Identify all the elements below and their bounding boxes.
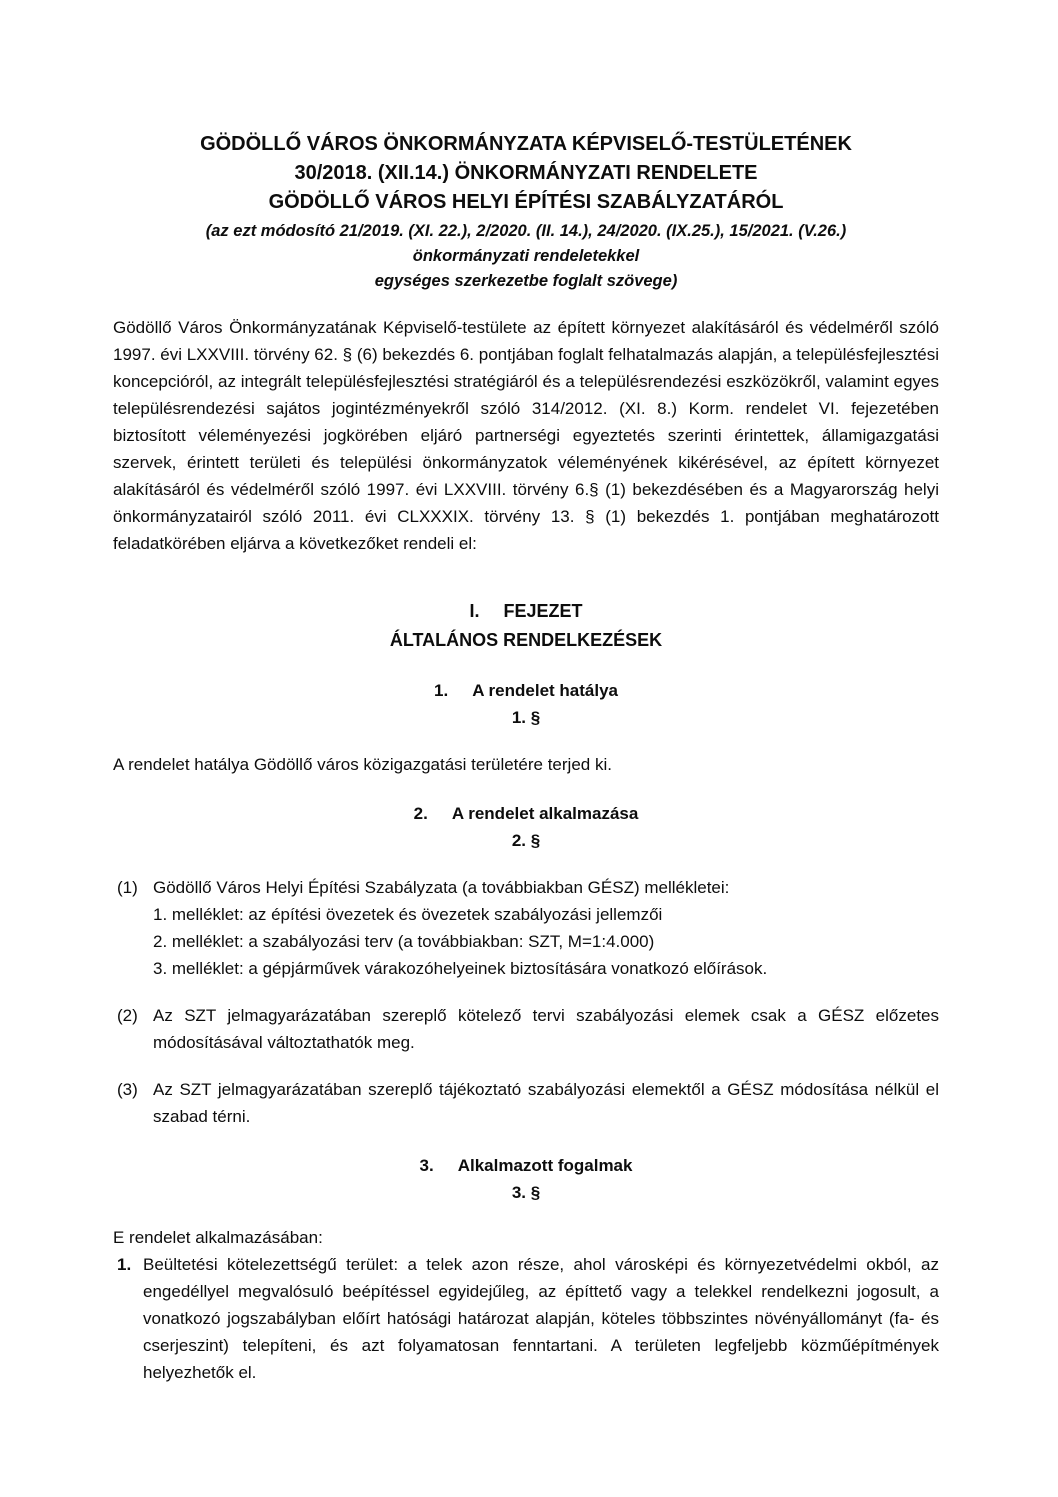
list-item-1-marker: (1) bbox=[117, 878, 138, 897]
definitions-intro: E rendelet alkalmazásában: bbox=[113, 1228, 323, 1247]
list-item-3-text: Az SZT jelmagyarázatában szereplő tájékoztató szabályozási elemektől a GÉSZ módosítása nélkül el szabad térni. bbox=[153, 1080, 939, 1126]
title-line-1: GÖDÖLLŐ VÁROS ÖNKORMÁNYZATA KÉPVISELŐ-TESTÜLETÉNEK bbox=[200, 133, 852, 155]
section-2-number: 2. bbox=[413, 804, 428, 823]
annex-line-1: 1. melléklet: az építési övezetek és övezetek szabályozási jellemzői bbox=[153, 905, 663, 924]
section-2-heading bbox=[113, 800, 939, 827]
section-1-number: 1. bbox=[434, 681, 449, 700]
chapter-title: ÁLTALÁNOS RENDELKEZÉSEK bbox=[389, 630, 663, 650]
document-title bbox=[113, 130, 939, 217]
document-subtitle bbox=[113, 219, 939, 294]
annex-line-3: 3. melléklet: a gépjárművek várakozóhelyeinek biztosítására vonatkozó előírások. bbox=[153, 959, 768, 978]
section-2-paragraph-sign: 2. § bbox=[511, 831, 541, 850]
chapter-heading bbox=[113, 597, 939, 655]
title-line-3: GÖDÖLLŐ VÁROS HELYI ÉPÍTÉSI SZABÁLYZATÁRÓL bbox=[268, 191, 784, 213]
section-3-title: Alkalmazott fogalmak bbox=[457, 1156, 633, 1175]
section-2-item-list bbox=[113, 874, 939, 1130]
chapter-number-line bbox=[113, 597, 939, 626]
document-content bbox=[113, 130, 939, 1386]
list-item-2-text: Az SZT jelmagyarázatában szereplő kötelező tervi szabályozási elemek csak a GÉSZ előzetes módosításával változtathatók meg. bbox=[153, 1006, 939, 1052]
section-3-number: 3. bbox=[419, 1156, 434, 1175]
definition-item-1 bbox=[113, 1251, 939, 1386]
subtitle-line-3: egységes szerkezetbe foglalt szövege) bbox=[374, 272, 678, 290]
section-2-title: A rendelet alkalmazása bbox=[451, 804, 639, 823]
chapter-label: FEJEZET bbox=[503, 601, 583, 621]
section-1-body: A rendelet hatálya Gödöllő város közigazgatási területére terjed ki. bbox=[113, 755, 612, 774]
section-3-heading bbox=[113, 1152, 939, 1179]
chapter-number: I. bbox=[469, 601, 480, 621]
section-1-paragraph-sign: 1. § bbox=[511, 708, 541, 727]
list-item-2 bbox=[113, 1002, 939, 1056]
list-item-2-marker: (2) bbox=[117, 1006, 138, 1025]
annex-line-2: 2. melléklet: a szabályozási terv (a továbbiakban: SZT, M=1:4.000) bbox=[153, 932, 655, 951]
section-1-title: A rendelet hatálya bbox=[472, 681, 618, 700]
subtitle-line-2: önkormányzati rendeletekkel bbox=[412, 247, 640, 265]
list-item-1-text: Gödöllő Város Helyi Építési Szabályzata (a továbbiakban GÉSZ) mellékletei: bbox=[153, 878, 730, 897]
section-3-paragraph-sign: 3. § bbox=[511, 1183, 541, 1202]
list-item-2-body bbox=[153, 1002, 939, 1056]
preamble-paragraph: Gödöllő Város Önkormányzatának Képviselő-testülete az épített környezet alakításáról és védelméről szóló 1997. évi LXXVIII. törvény 62. § (6) bekezdés 6. pontjában foglalt felhatalmazás alapján, a településfejlesztési koncepcióról, az integrált településfejlesztési stratégiáról és a településrendezési eszközökről, valamint egyes településrendezési sajátos jogintézményekről szóló 314/2012. (XI. 8.) Korm. rendelet VI. fejezetében biztosított véleményezési jogkörében eljáró partnerségi egyeztetés szerinti érintettek, államigazgatási szervek, érintett területi és települési önkormányzatok véleményének kikérésével, az épített környezet alakításáról és védelméről szóló 1997. évi LXXVIII. törvény 6.§ (1) bekezdésében és a Magyarország helyi önkormányzatairól szóló 2011. évi CLXXXIX. törvény 13. § (1) bekezdés 1. pontjában meghatározott feladatkörében eljárva a következőket rendeli el: bbox=[113, 318, 939, 553]
subtitle-line-1: (az ezt módosító 21/2019. (XI. 22.), 2/2020. (II. 14.), 24/2020. (IX.25.), 15/2021. (V.26.) bbox=[205, 222, 847, 240]
list-item-3-body bbox=[153, 1076, 939, 1130]
list-item-3 bbox=[113, 1076, 939, 1130]
list-item-1 bbox=[113, 874, 939, 982]
list-item-3-marker: (3) bbox=[117, 1080, 138, 1099]
title-line-2: 30/2018. (XII.14.) ÖNKORMÁNYZATI RENDELETE bbox=[294, 162, 758, 184]
section-1-heading bbox=[113, 677, 939, 704]
definition-item-1-text: Beültetési kötelezettségű terület: a telek azon része, ahol városképi és környezetvédelmi okból, az engedéllyel megvalósuló beépítéssel egyidejűleg, az építtető vagy a telekkel rendelkezni jogosult, a vonatkozó jogszabályban előírt hatósági határozat alapján, köteles többszintes növényállományt (fa- és cserjeszint) telepíteni, és azt folyamatosan fenntartani. A területen legfeljebb közműépítmények helyezhetők el. bbox=[143, 1255, 939, 1382]
list-item-1-body bbox=[153, 874, 939, 982]
definition-item-1-marker: 1. bbox=[117, 1255, 132, 1274]
